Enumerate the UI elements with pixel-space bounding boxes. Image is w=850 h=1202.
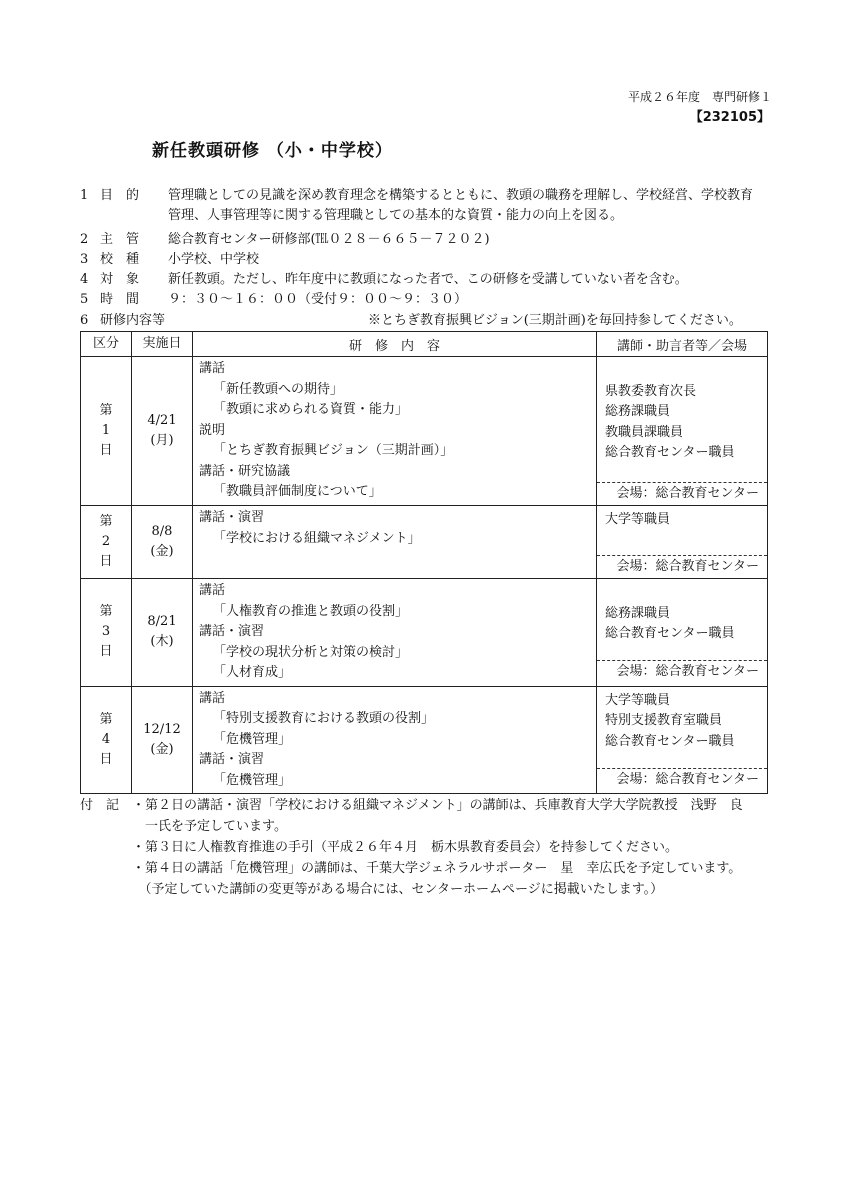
item-label: 時 間 (100, 292, 140, 307)
item-label: 主 管 (100, 232, 140, 247)
outline-item (80, 270, 780, 290)
table-row (81, 579, 768, 687)
instructor-cell (597, 579, 768, 687)
instructor-name: 特別支援教育室職員 (605, 713, 723, 728)
content-type: 講話・演習 (199, 510, 265, 525)
content-type: 説明 (199, 422, 226, 438)
content-cell (193, 686, 597, 794)
session-date: 4/21 (147, 413, 177, 428)
session-weekday: (月) (150, 433, 174, 448)
date-cell (132, 579, 193, 687)
day-char: 第 (99, 711, 113, 727)
item-number: 2 (80, 232, 89, 247)
session-date: 12/12 (143, 721, 181, 737)
content-type: 講話・演習 (199, 624, 265, 639)
outline-item (80, 250, 780, 270)
content-type: 講話 (199, 583, 226, 598)
instructor-list (597, 579, 767, 660)
outline-item (80, 186, 780, 226)
day-char: 1 (101, 423, 111, 438)
date-cell (132, 686, 193, 794)
instructor-list (597, 687, 767, 768)
day-char: 日 (99, 554, 113, 569)
day-cell (81, 357, 132, 506)
date-cell (132, 506, 193, 579)
note-line: 一氏を予定しています。 (132, 819, 287, 834)
notes-label: 付 記 (80, 798, 120, 813)
day-char: 日 (99, 443, 113, 458)
venue-label: 会場：総合教育センター (597, 768, 767, 791)
instructor-cell (597, 357, 768, 506)
item-number: 5 (80, 292, 89, 307)
item-number: 1 (80, 188, 89, 203)
item-text: 総合教育センター研修部(℡０２８－６６５－７２０２) (168, 232, 490, 247)
instructor-name: 総合教育センター職員 (605, 733, 735, 749)
content-topic: 「学校の現状分析と対策の検討」 (213, 644, 409, 660)
instructor-wrap (597, 579, 767, 683)
instructor-name: 総合教育センター職員 (605, 626, 735, 641)
item-label: 目 的 (100, 188, 140, 203)
day-char: 第 (99, 403, 113, 418)
content-topic: 「危機管理」 (213, 772, 292, 788)
instructor-name: 教職員課職員 (605, 424, 684, 440)
day-char: 日 (99, 644, 113, 660)
content-type: 講話・研究協議 (199, 463, 291, 479)
session-weekday: (金) (150, 544, 174, 559)
content-cell (193, 506, 597, 579)
instructor-cell (597, 686, 768, 794)
day-cell (81, 686, 132, 794)
item-label: 校 種 (100, 252, 140, 267)
session-date: 8/21 (147, 614, 177, 630)
page-title: 新任教頭研修 （小・中学校） (152, 141, 393, 161)
date-cell (132, 357, 193, 506)
instructor-wrap (597, 687, 767, 791)
outline-item (80, 290, 780, 310)
content-topic: 「人材育成」 (213, 665, 292, 680)
day-cell (81, 579, 132, 687)
item-number: 3 (80, 252, 89, 267)
instructor-name (605, 583, 759, 604)
content-topic: 「学校における組織マネジメント」 (213, 530, 421, 546)
instructor-list (597, 506, 767, 555)
instructor-wrap (597, 506, 767, 578)
session-date: 8/8 (151, 524, 173, 539)
note-line: ・第４日の講話「危機管理」の講師は、千葉大学ジェネラルサポーター 星 幸広氏を予定しています。 (132, 861, 742, 876)
table-row (81, 357, 768, 506)
venue-label: 会場：総合教育センター (597, 555, 767, 578)
session-weekday: (木) (150, 634, 174, 650)
note-line: ・第２日の講話・演習「学校における組織マネジメント」の講師は、兵庫教育大学大学院教授 浅野 良 (132, 798, 743, 813)
item-label: 研修内容等 (100, 313, 166, 328)
instructor-name: 総務課職員 (605, 404, 671, 419)
venue-label: 会場：総合教育センター (597, 660, 767, 683)
content-topic: 「人権教育の推進と教頭の役割」 (213, 603, 409, 619)
content-topic: 「危機管理」 (213, 731, 292, 747)
content-topic: 「教頭に求められる資質・能力」 (213, 402, 409, 417)
content-cell (193, 579, 597, 687)
venue-label: 会場：総合教育センター (597, 482, 767, 505)
content-topic: 「特別支援教育における教頭の役割」 (213, 711, 435, 726)
day-char: 4 (101, 731, 111, 747)
instructor-name (605, 361, 759, 382)
content-type: 講話・演習 (199, 752, 265, 767)
instructor-list (597, 357, 767, 482)
instructor-name: 県教委教育次長 (605, 383, 697, 399)
day-char: 2 (101, 534, 111, 549)
table-header-row (81, 332, 768, 357)
item-text: 管理、人事管理等に関する管理職としての基本的な資質・能力の向上を図る。 (168, 208, 624, 223)
content-type: 講話 (199, 361, 226, 376)
item-text: 小学校、中学校 (168, 252, 260, 267)
instructor-name: 総合教育センター職員 (605, 445, 735, 460)
instructor-name: 大学等職員 (605, 512, 671, 527)
note-line: （予定していた講師の変更等がある場合には、センターホームページに掲載いたします。） (132, 882, 664, 897)
day-cell (81, 506, 132, 579)
session-weekday: (金) (150, 741, 174, 757)
header-date: 実施日 (132, 332, 193, 357)
content-topic: 「とちぎ教育振興ビジョン（三期計画）」 (213, 443, 454, 458)
year-label: 平成２６年度 専門研修１ (627, 90, 772, 104)
item-text: 管理職としての見識を深め教育理念を構築するとともに、教頭の職務を理解し、学校経営、学校教育 (168, 188, 754, 203)
instructor-wrap (597, 357, 767, 505)
item-text: 新任教頭。ただし、昨年度中に教頭になった者で、この研修を受講していない者を含む。 (168, 272, 688, 287)
content-cell (193, 357, 597, 506)
content-topic: 「新任教頭への期待」 (213, 381, 344, 397)
table-row (81, 686, 768, 794)
item-text: ９：３０～１６：００（受付９：００～９：３０） (168, 292, 468, 307)
note-line: ・第３日に人権教育推進の手引（平成２６年４月 栃木県教育委員会）を持参してください。 (132, 840, 679, 855)
table-row (81, 506, 768, 579)
item-label: 対 象 (100, 272, 140, 287)
schedule-table (80, 331, 768, 794)
day-char: 3 (101, 624, 111, 640)
day-char: 日 (99, 751, 113, 767)
item-number: 6 (80, 313, 89, 328)
vision-note: ※とちぎ教育振興ビジョン(三期計画)を毎回持参してください。 (368, 313, 742, 328)
content-topic: 「教職員評価制度について」 (213, 484, 382, 499)
instructor-name: 総務課職員 (605, 605, 671, 621)
header-content: 研 修 内 容 (193, 332, 597, 357)
instructor-cell (597, 506, 768, 579)
instructor-name: 大学等職員 (605, 692, 671, 708)
outline-item (80, 230, 780, 250)
item-number: 4 (80, 272, 89, 287)
header-day: 区分 (81, 332, 132, 357)
content-type: 講話 (199, 690, 226, 706)
day-char: 第 (99, 604, 113, 620)
header-instructor: 講師・助言者等／会場 (597, 332, 768, 357)
day-char: 第 (99, 514, 113, 529)
course-code: 【232105】 (689, 110, 770, 125)
